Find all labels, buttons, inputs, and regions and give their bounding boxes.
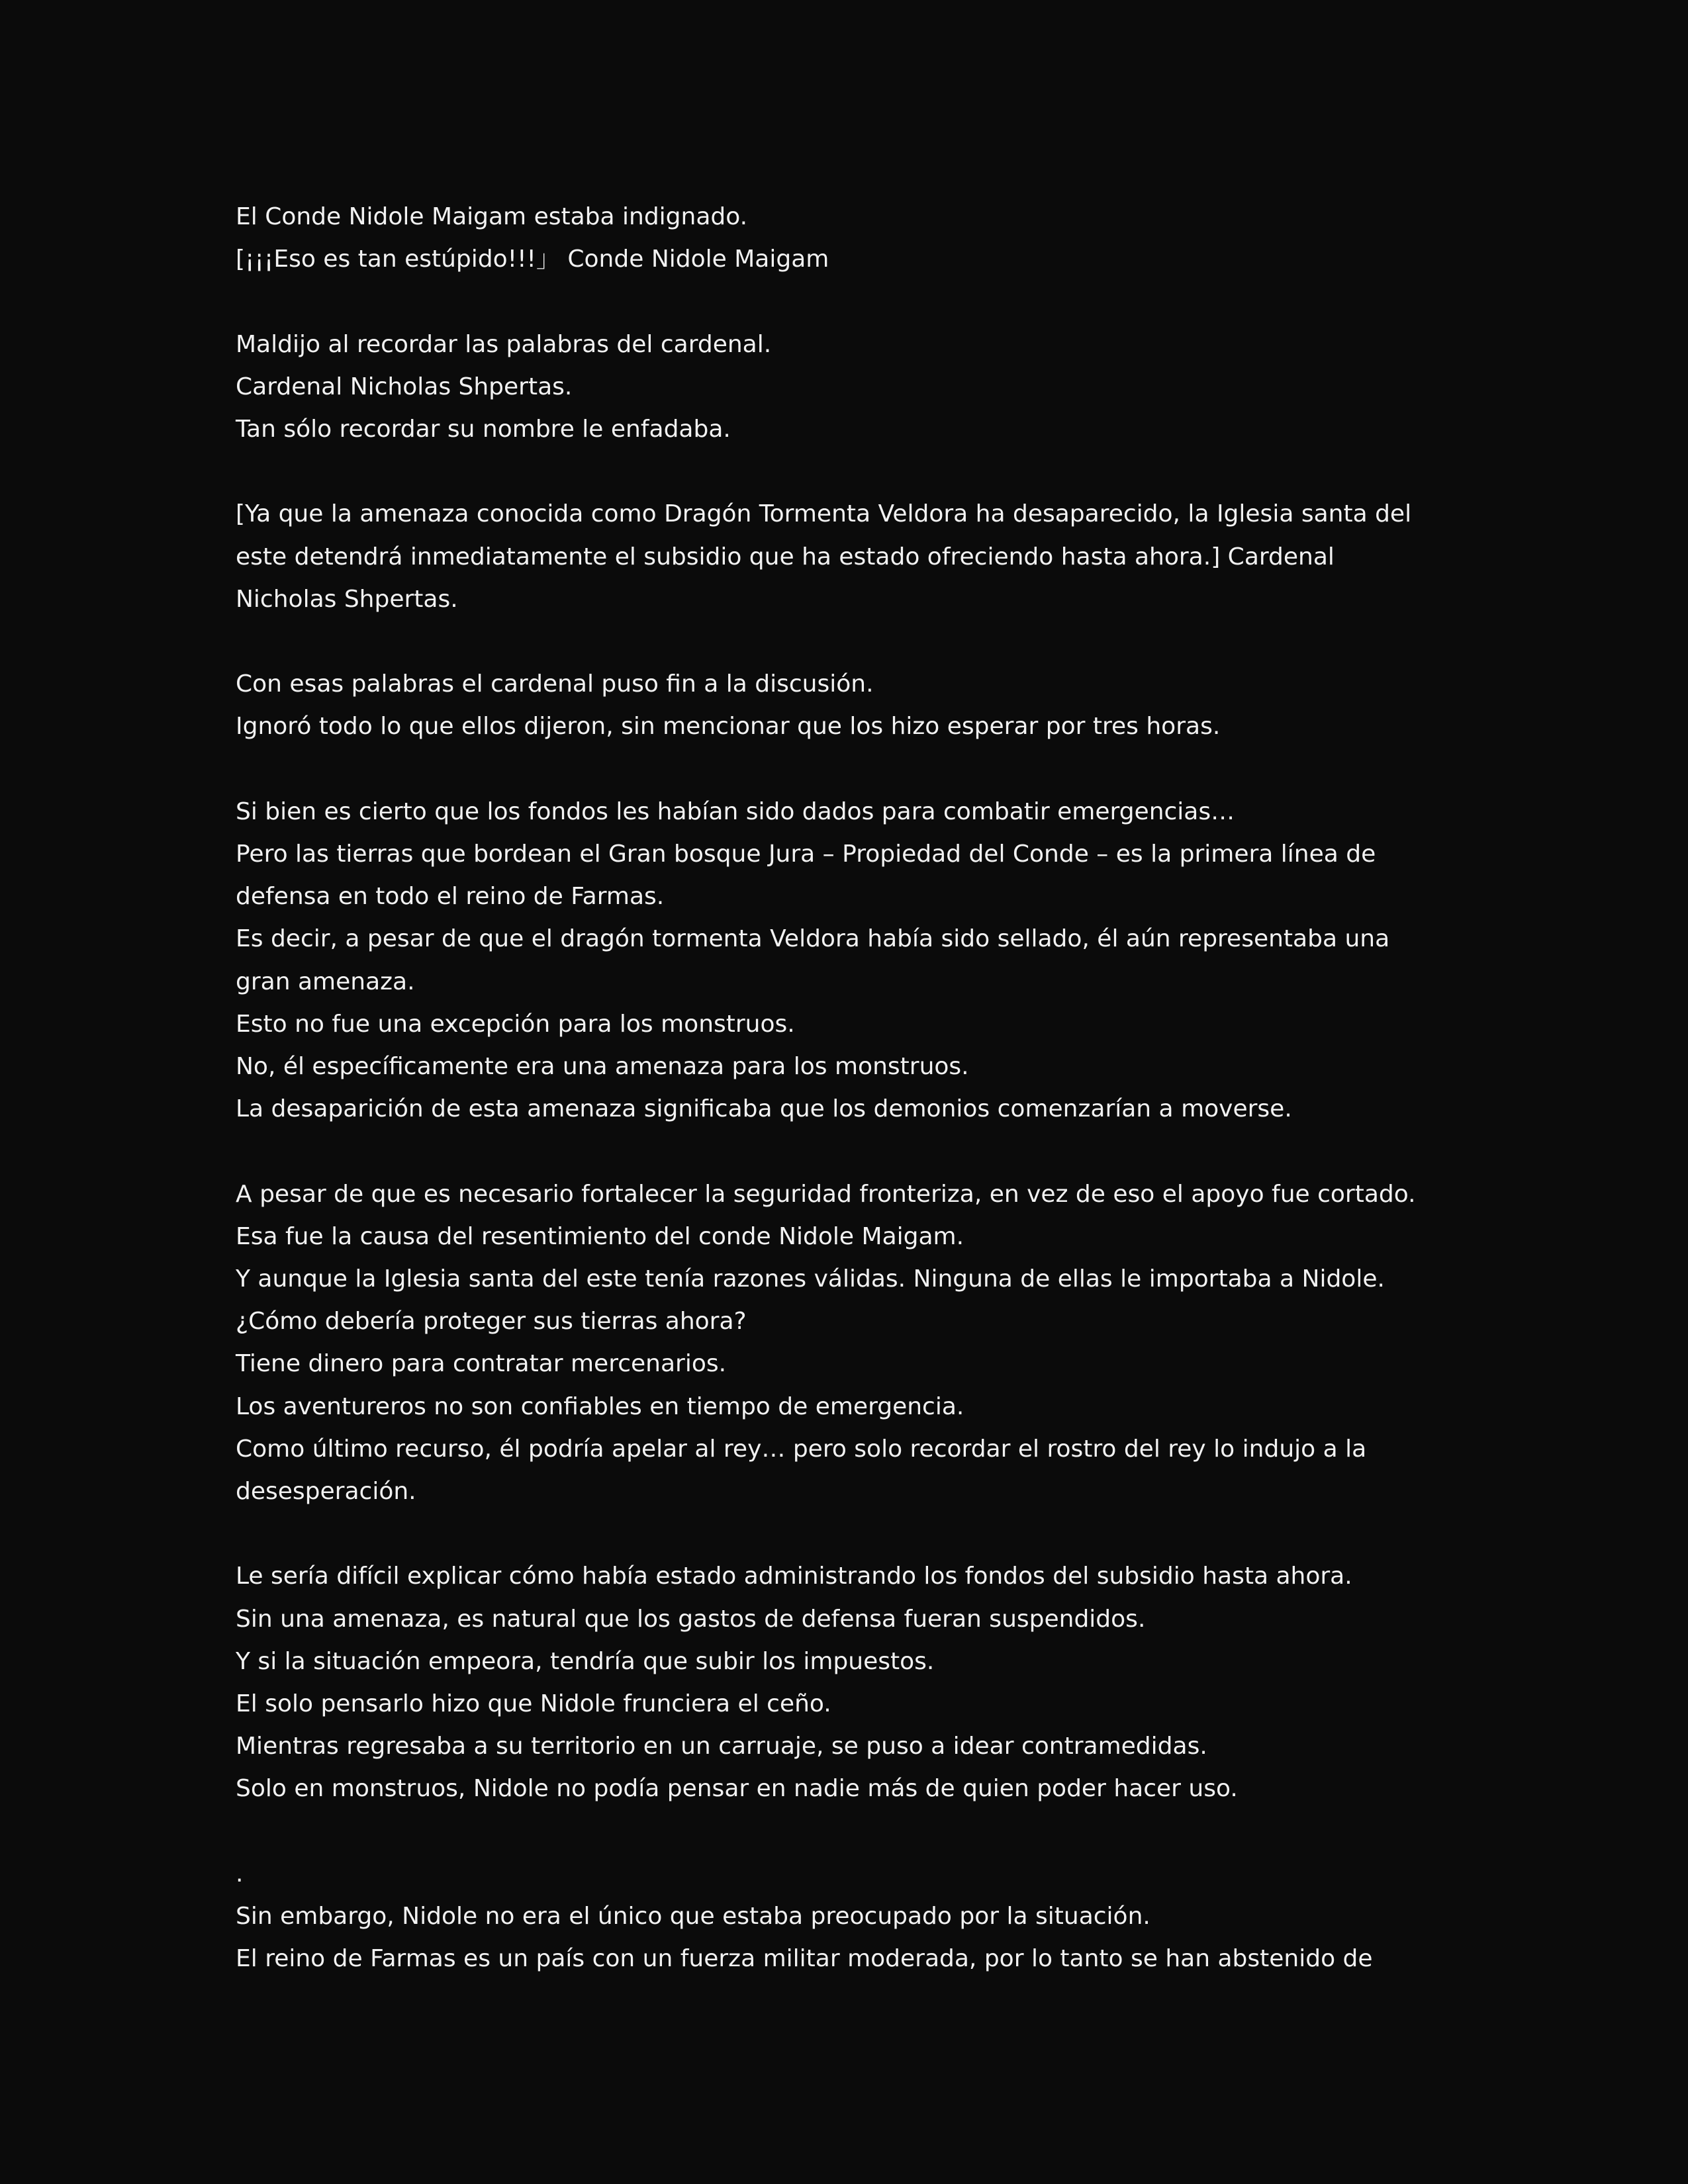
text-line: desesperación. [236, 1478, 416, 1506]
text-line: Sin una amenaza, es natural que los gastos de defensa fueran suspendidos. [236, 1605, 1146, 1633]
text-line: Nicholas Shpertas. [236, 585, 458, 613]
text-line: Mientras regresaba a su territorio en un carruaje, se puso a idear contramedidas. [236, 1733, 1207, 1760]
text-line: Pero las tierras que bordean el Gran bosque Jura – Propiedad del Conde – es la primera línea de [236, 840, 1376, 868]
paragraph [236, 324, 1480, 451]
text-line: . [236, 1860, 244, 1888]
text-line: Los aventureros no son confiables en tiempo de emergencia. [236, 1392, 964, 1420]
text-line: Cardenal Nicholas Shpertas. [236, 373, 573, 400]
text-line: El reino de Farmas es un país con un fuerza militar moderada, por lo tanto se han abstenido de [236, 1945, 1373, 1973]
text-line: Esa fue la causa del resentimiento del conde Nidole Maigam. [236, 1222, 964, 1250]
text-line: Ignoró todo lo que ellos dijeron, sin mencionar que los hizo esperar por tres horas. [236, 713, 1221, 741]
text-line: Esto no fue una excepción para los monstruos. [236, 1010, 795, 1038]
text-line: [Ya que la amenaza conocida como Dragón Tormenta Veldora ha desaparecido, la Iglesia santa del [236, 500, 1412, 528]
text-line: Solo en monstruos, Nidole no podía pensar en nadie más de quien poder hacer uso. [236, 1775, 1238, 1803]
text-line: ¿Cómo debería proteger sus tierras ahora? [236, 1308, 747, 1336]
text-line: este detendrá inmediatamente el subsidio que ha estado ofreciendo hasta ahora.] Cardenal [236, 543, 1335, 570]
paragraph [236, 493, 1480, 621]
text-line: No, él específicamente era una amenaza para los monstruos. [236, 1053, 969, 1080]
paragraph [236, 663, 1480, 748]
paragraph [236, 791, 1480, 1131]
paragraph [236, 1555, 1480, 1810]
text-line: Y aunque la Iglesia santa del este tenía razones válidas. Ninguna de ellas le importaba a Nidole. [236, 1265, 1385, 1293]
text-line: Y si la situación empeora, tendría que subir los impuestos. [236, 1647, 935, 1675]
text-line: A pesar de que es necesario fortalecer la seguridad fronteriza, en vez de eso el apoyo fue cortado. [236, 1180, 1416, 1208]
text-line: defensa en todo el reino de Farmas. [236, 883, 665, 911]
text-line: Sin embargo, Nidole no era el único que estaba preocupado por la situación. [236, 1903, 1150, 1931]
text-line: Tiene dinero para contratar mercenarios. [236, 1350, 727, 1378]
paragraph [236, 1853, 1480, 1981]
text-line: Tan sólo recordar su nombre le enfadaba. [236, 416, 731, 443]
text-line: El Conde Nidole Maigam estaba indignado. [236, 203, 748, 230]
document-page [236, 196, 1480, 2023]
text-line: gran amenaza. [236, 968, 415, 995]
paragraph [236, 1173, 1480, 1514]
text-line: Si bien es cierto que los fondos les habían sido dados para combatir emergencias… [236, 797, 1235, 825]
text-line: El solo pensarlo hizo que Nidole frunciera el ceño. [236, 1690, 831, 1718]
text-line: La desaparición de esta amenaza significaba que los demonios comenzarían a moverse. [236, 1095, 1292, 1123]
text-line: Con esas palabras el cardenal puso fin a la discusión. [236, 670, 874, 698]
text-line: Maldijo al recordar las palabras del cardenal. [236, 330, 772, 358]
text-line: Le sería difícil explicar cómo había estado administrando los fondos del subsidio hasta ahora. [236, 1563, 1352, 1590]
text-line: [¡¡¡Eso es tan estúpido!!!」 Conde Nidole Maigam [236, 246, 829, 273]
text-line: Como último recurso, él podría apelar al rey… pero solo recordar el rostro del rey lo indujo a la [236, 1435, 1367, 1463]
text-line: Es decir, a pesar de que el dragón tormenta Veldora había sido sellado, él aún representaba una [236, 925, 1390, 953]
paragraph [236, 196, 1480, 281]
